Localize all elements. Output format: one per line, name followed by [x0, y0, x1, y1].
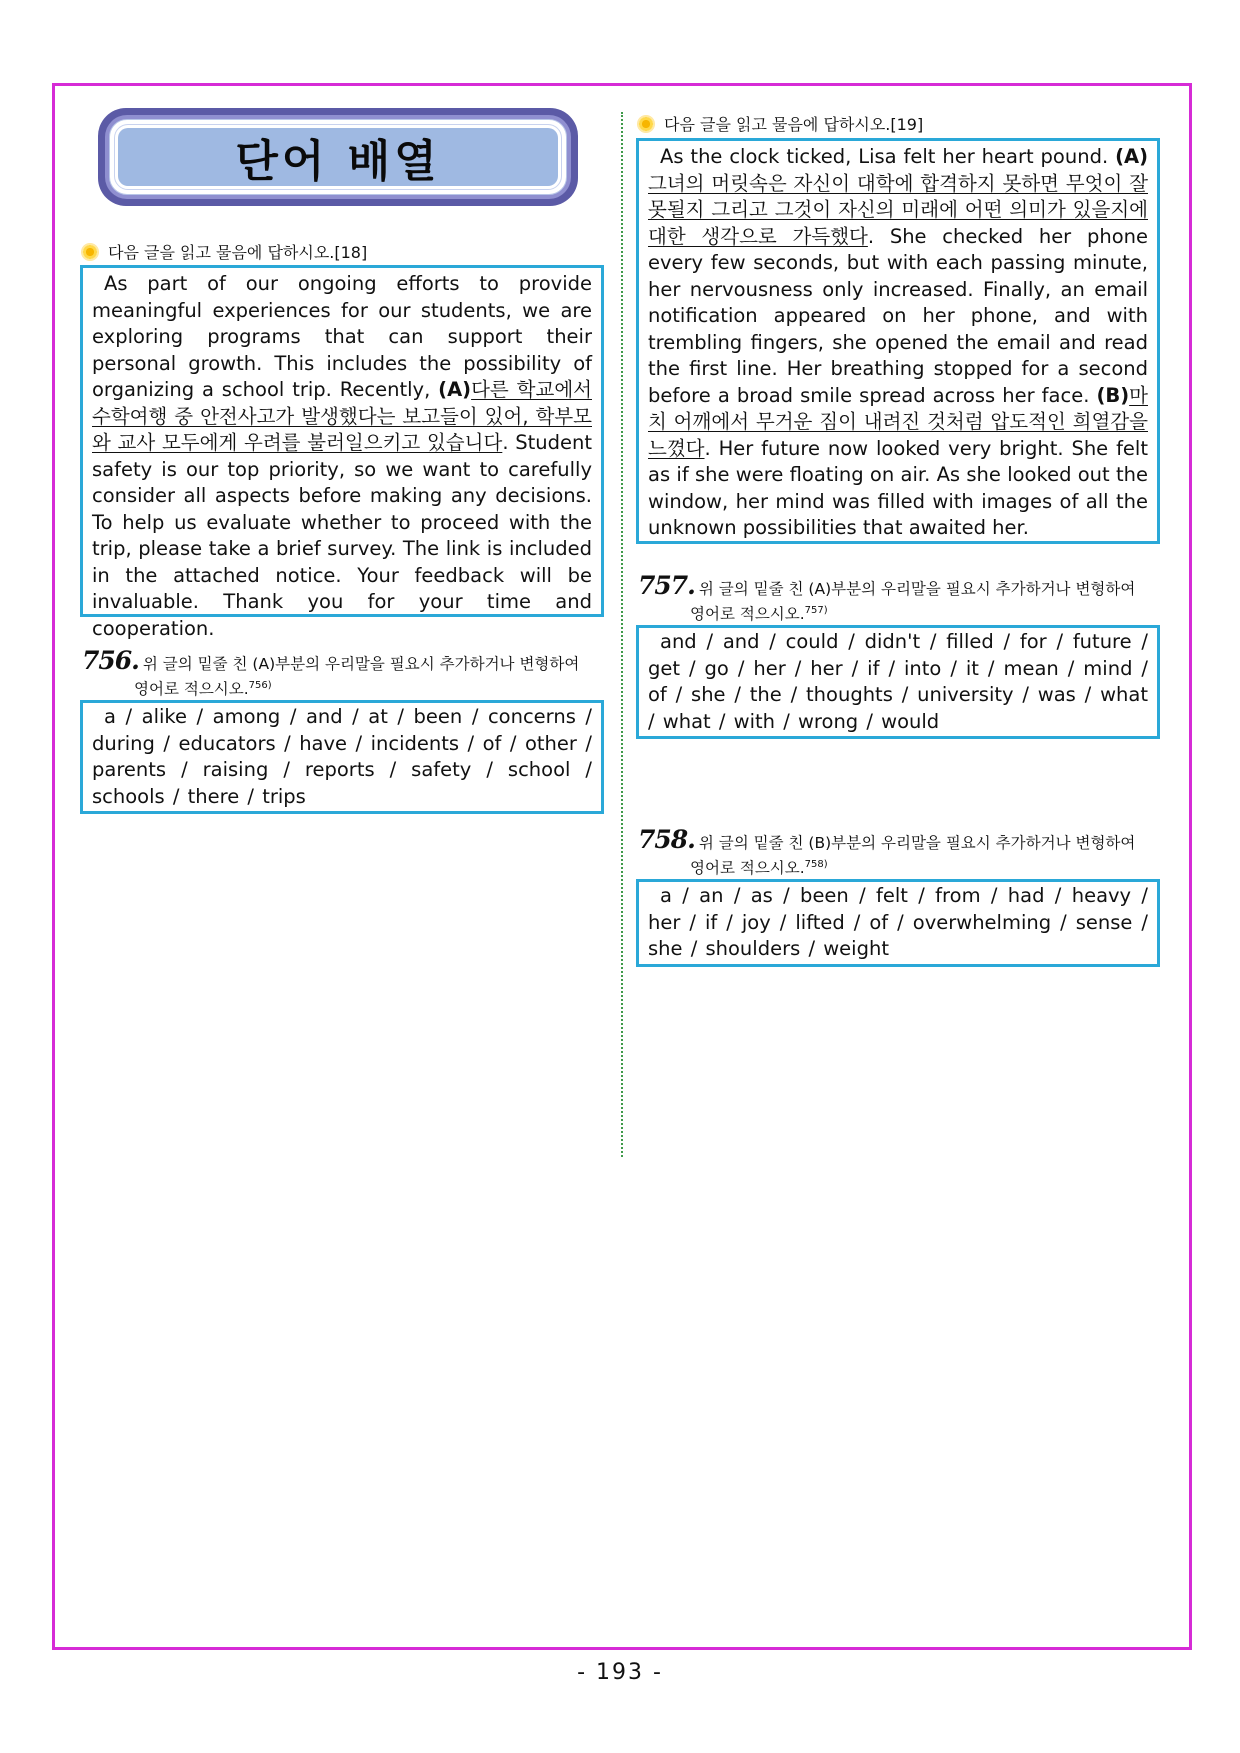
instruction-text: 다음 글을 읽고 물음에 답하시오.[18] — [108, 243, 368, 262]
word-bank-758 — [636, 879, 1160, 967]
flower-icon — [638, 116, 654, 132]
marker-a: (A) — [1115, 145, 1148, 168]
question-number: 758. — [638, 825, 695, 854]
flower-icon — [82, 244, 98, 260]
question-prompt: 위 글의 밑줄 친 (B)부분의 우리말을 필요시 추가하거나 변형하여 — [698, 834, 1136, 852]
word-bank-756 — [80, 700, 604, 814]
question-756: 756. 위 글의 밑줄 친 (A)부분의 우리말을 필요시 추가하거나 변형하여 영어로 적으시오.$^{756)}$ — [82, 646, 580, 699]
marker-a: (A) — [438, 378, 472, 401]
title-banner — [98, 108, 578, 206]
question-prompt: 위 글의 밑줄 친 (A)부분의 우리말을 필요시 추가하거나 변형하여 — [698, 580, 1136, 598]
passage-18 — [80, 265, 604, 640]
question-number: 757. — [638, 571, 695, 600]
footnote-ref: 756) — [248, 680, 272, 691]
word-list: a / an / as / been / felt / from / had / heavy / her / if / joy / lifted / of / overwhelming / sense / she / shoulders / weight — [648, 884, 1148, 960]
word-bank-757 — [636, 625, 1160, 739]
instruction-18 — [82, 240, 367, 263]
question-number: 756. — [82, 646, 139, 675]
instruction-text: 다음 글을 읽고 물음에 답하시오.[19] — [664, 115, 924, 134]
passage-text: As part of our ongoing efforts to provide meaningful experiences for our students, we are exploring programs that can support their personal growth. This includes the possibility of organizing a school trip. Recently, (A)다른 학교에서 수학여행 중 안전사고가 발생했다는 보고들이 있어, 학부모와 교사 모두에게 우려를 불러일으키고 있습니다. Student safety is our top priority, so we want to carefully consider all aspects before making any decisions. To help us evaluate whether to proceed with the trip, please take a brief survey. The link is included in the attached notice. Your feedback will be invaluable. Thank you for your time and cooperation. — [92, 272, 592, 640]
instruction-19 — [638, 112, 923, 135]
question-prompt: 위 글의 밑줄 친 (A)부분의 우리말을 필요시 추가하거나 변형하여 — [142, 655, 580, 673]
underlined-a: 그녀의 머릿속은 자신이 대학에 합격하지 못하면 무엇이 잘못될지 그리고 그것이 자신의 미래에 어떤 의미가 있을지에 대한 생각으로 가득했다 — [648, 171, 1148, 248]
footnote-ref: 757) — [804, 605, 828, 616]
word-list: and / and / could / didn't / filled / for / future / get / go / her / her / if / into / it / mean / mind / of / she / the / thoughts / university / was / what / what / with / wrong / would — [648, 630, 1148, 733]
question-757: 757. 위 글의 밑줄 친 (A)부분의 우리말을 필요시 추가하거나 변형하여 영어로 적으시오.$^{757)}$ — [638, 571, 1136, 624]
footnote-ref: 758) — [804, 859, 828, 870]
marker-b: (B) — [1096, 383, 1130, 407]
page-number: - 193 - — [577, 1660, 663, 1685]
passage-text: As the clock ticked, Lisa felt her heart pound. (A)그녀의 머릿속은 자신이 대학에 합격하지 못하면 무엇이 잘못될지 그리고 그것이 자신의 미래에 어떤 의미가 있을지에 대한 생각으로 가득했다. She checked her phone every few seconds, but with each passing minute, her nervousness only increased. Finally, an email notification appeared on her phone, and with trembling fingers, she opened the email and read the first line. Her breathing stopped for a second before a broad smile spread across her face. (B)마치 어깨에서 무거운 짐이 내려진 것처럼 압도적인 희열감을 느꼈다. Her future now looked very bright. She felt as if she were floating on air. As she looked out the window, her mind was filled with images of all the unknown possibilities that awaited her. — [648, 145, 1148, 539]
column-divider — [621, 112, 623, 1157]
page-title: 단어 배열 — [235, 136, 441, 187]
word-list: a / alike / among / and / at / been / concerns / during / educators / have / incidents / of / other / parents / raising / reports / safety / school / schools / there / trips — [92, 705, 592, 808]
question-758: 758. 위 글의 밑줄 친 (B)부분의 우리말을 필요시 추가하거나 변형하여 영어로 적으시오.$^{758)}$ — [638, 825, 1136, 878]
passage-19 — [636, 138, 1160, 544]
underlined-b: 마치 어깨에서 무거운 짐이 내려진 것처럼 압도적인 희열감을 느꼈다 — [648, 383, 1148, 460]
underlined-a: 다른 학교에서 수학여행 중 안전사고가 발생했다는 보고들이 있어, 학부모와 교사 모두에게 우려를 불러일으키고 있습니다 — [92, 378, 592, 454]
